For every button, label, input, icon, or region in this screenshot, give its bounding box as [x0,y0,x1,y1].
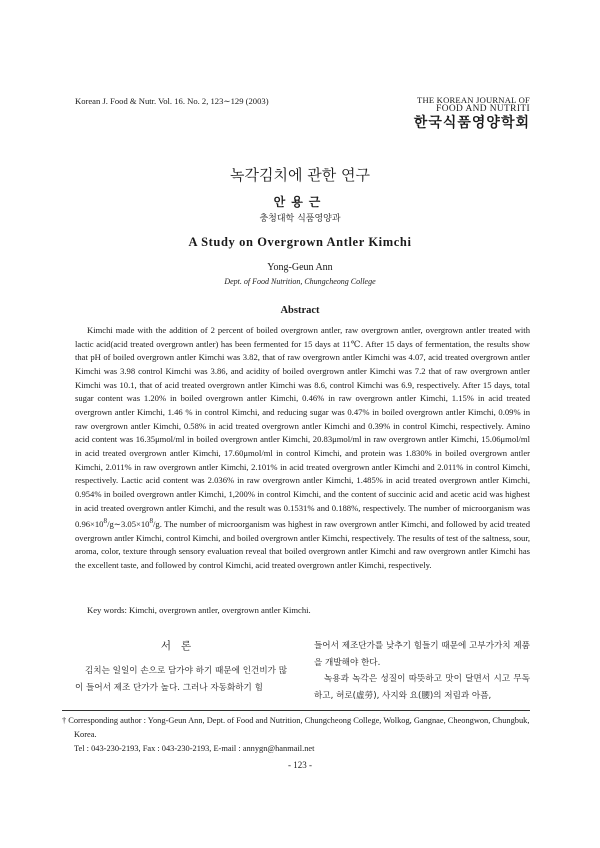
title-korean: 녹각김치에 관한 연구 [230,166,370,184]
intro-paragraph-1: 김치는 일일이 손으로 담가야 하기 때문에 인건비가 많이 들어서 제조 단가가 높다. 그러나 자동화하기 힘 [75,666,287,693]
footnote-corresponding-author: Corresponding author : Yong-Geun Ann, Dept. of Food and Nutrition, Chungcheong College, Wolkog, Gangnae, Cheongwon, Chungbuk, Korea. [68,716,530,739]
author-korean: 안용근 [273,195,327,209]
journal-citation: Korean J. Food & Nutr. Vol. 16. No. 2, 123∼129 (2003) [75,96,269,106]
abstract-heading: Abstract [280,305,320,316]
footnote-divider [62,710,530,711]
abstract-body [75,324,530,573]
journal-logo [414,96,530,131]
footnote-mark: † [62,716,67,725]
abstract-exponent-2: 8 [149,517,154,526]
abstract-exponent-1: 8 [103,517,108,526]
footnote [62,714,532,756]
abstract-text-1: Kimchi made with the addition of 2 percent of boiled overgrown antler, raw overgrown antler, overgrown antler treated with lactic acid(acid treated overgrown antler) has been fermented for 15 days at 11℃. After 15 days of fermentation, the results show that pH of boiled overgrown antler Kimchi was 3.82, that of raw overgrown antler Kimchi was 4.07, acid treated overgrown antler Kimchi was 3.98 control Kimchi was 3.86, and acidity of boiled overgrown antler Kimchi was 7.2 that of raw overgrown antler Kimchi was 10.1, that of acid treated overgrown antler Kimchi was 8.6, control Kimchi was 6.9, respectively. After 15 days, total sugar content was 1.20% in boiled overgrown antler Kimchi, 0.46% in raw overgrown antler Kimchi, 1.15% in acid treated overgrown antler Kimchi, 1.46 % in control Kimchi, and reducing sugar was 0.47% in boiled overgrown antler Kimchi, 0.09% in raw overgrown antler Kimchi, 0.58% in acid treated overgrown antler Kimchi and 0.39% in control Kimchi, respectively. Amino acid content was 16.35μmol/ml in boiled overgrown antler Kimchi, 20.83μmol/ml in raw overgrown antler Kimchi, 15.06μmol/ml in acid treated overgrown antler Kimchi, 17.60μmol/ml in control Kimchi, and protein was 1.830% in boiled overgrown antler Kimchi, 2.011% in raw overgrown antler Kimchi, 2.101% in acid treated overgrown antler Kimchi and 2.011% in control Kimchi, respectively. Lactic acid content was 2.036% in raw overgrown antler Kimchi, 1.485% in acid treated overgrown antler Kimchi, 0.954% in boiled overgrown antler Kimchi, 1,200% in control Kimchi, and the content of succinic acid and acetic acid was highest in acid treated overgrown antler Kimchi, and the result was 0.1531% and 0.188%, respectively. The number of microorganism was 0.96×10 [75,325,530,530]
intro-paragraph-2: 녹용과 녹각은 성질이 따뜻하고 맛이 달면서 시고 무독하고, 허로(虛勞), 사지와 요(腰)의 저림과 아픔, [314,674,530,701]
journal-name-korean: 한국식품영양학회 [413,114,530,131]
page-number: - 123 - [288,760,312,770]
intro-column-right [314,638,530,704]
affiliation-korean: 충청대학 식품영양과 [259,214,341,224]
section-heading-introduction: 서론 [160,640,202,652]
title-english: A Study on Overgrown Antler Kimchi [188,235,412,249]
footnote-contact: Tel : 043-230-2193, Fax : 043-230-2193, E-mail : annygn@hanmail.net [74,744,315,753]
abstract-text-2: /g∼3.05×10 [107,519,150,530]
intro-column-left [75,663,287,696]
keywords: Key words: Kimchi, overgrown antler, overgrown antler Kimchi. [87,605,311,615]
journal-name-line1: THE KOREAN JOURNAL OF [417,95,530,105]
author-english: Yong-Geun Ann [267,262,333,273]
journal-name-line2: FOOD AND NUTRITI [436,104,530,115]
abstract-text-3: /g. The number of microorganism was highest in raw overgrown antler Kimchi, and followed by acid treated overgrown antler Kimchi, control Kimchi, and boiled overgrown antler Kimchi, respectively. The results of test of the saltness, sour, aroma, color, texture through sensory evaluation reveal that boiled overgrown antler Kimchi and raw overgrown antler Kimchi has the excellent taste, and followed by control Kimchi, acid treated overgrown antler Kimchi, respectively. [75,519,530,571]
intro-paragraph-1-cont: 들어서 제조단가를 낮추기 힘들기 때문에 고부가가치 제품을 개발해야 한다. [314,641,530,668]
affiliation-english: Dept. of Food Nutrition, Chungcheong College [224,277,376,286]
